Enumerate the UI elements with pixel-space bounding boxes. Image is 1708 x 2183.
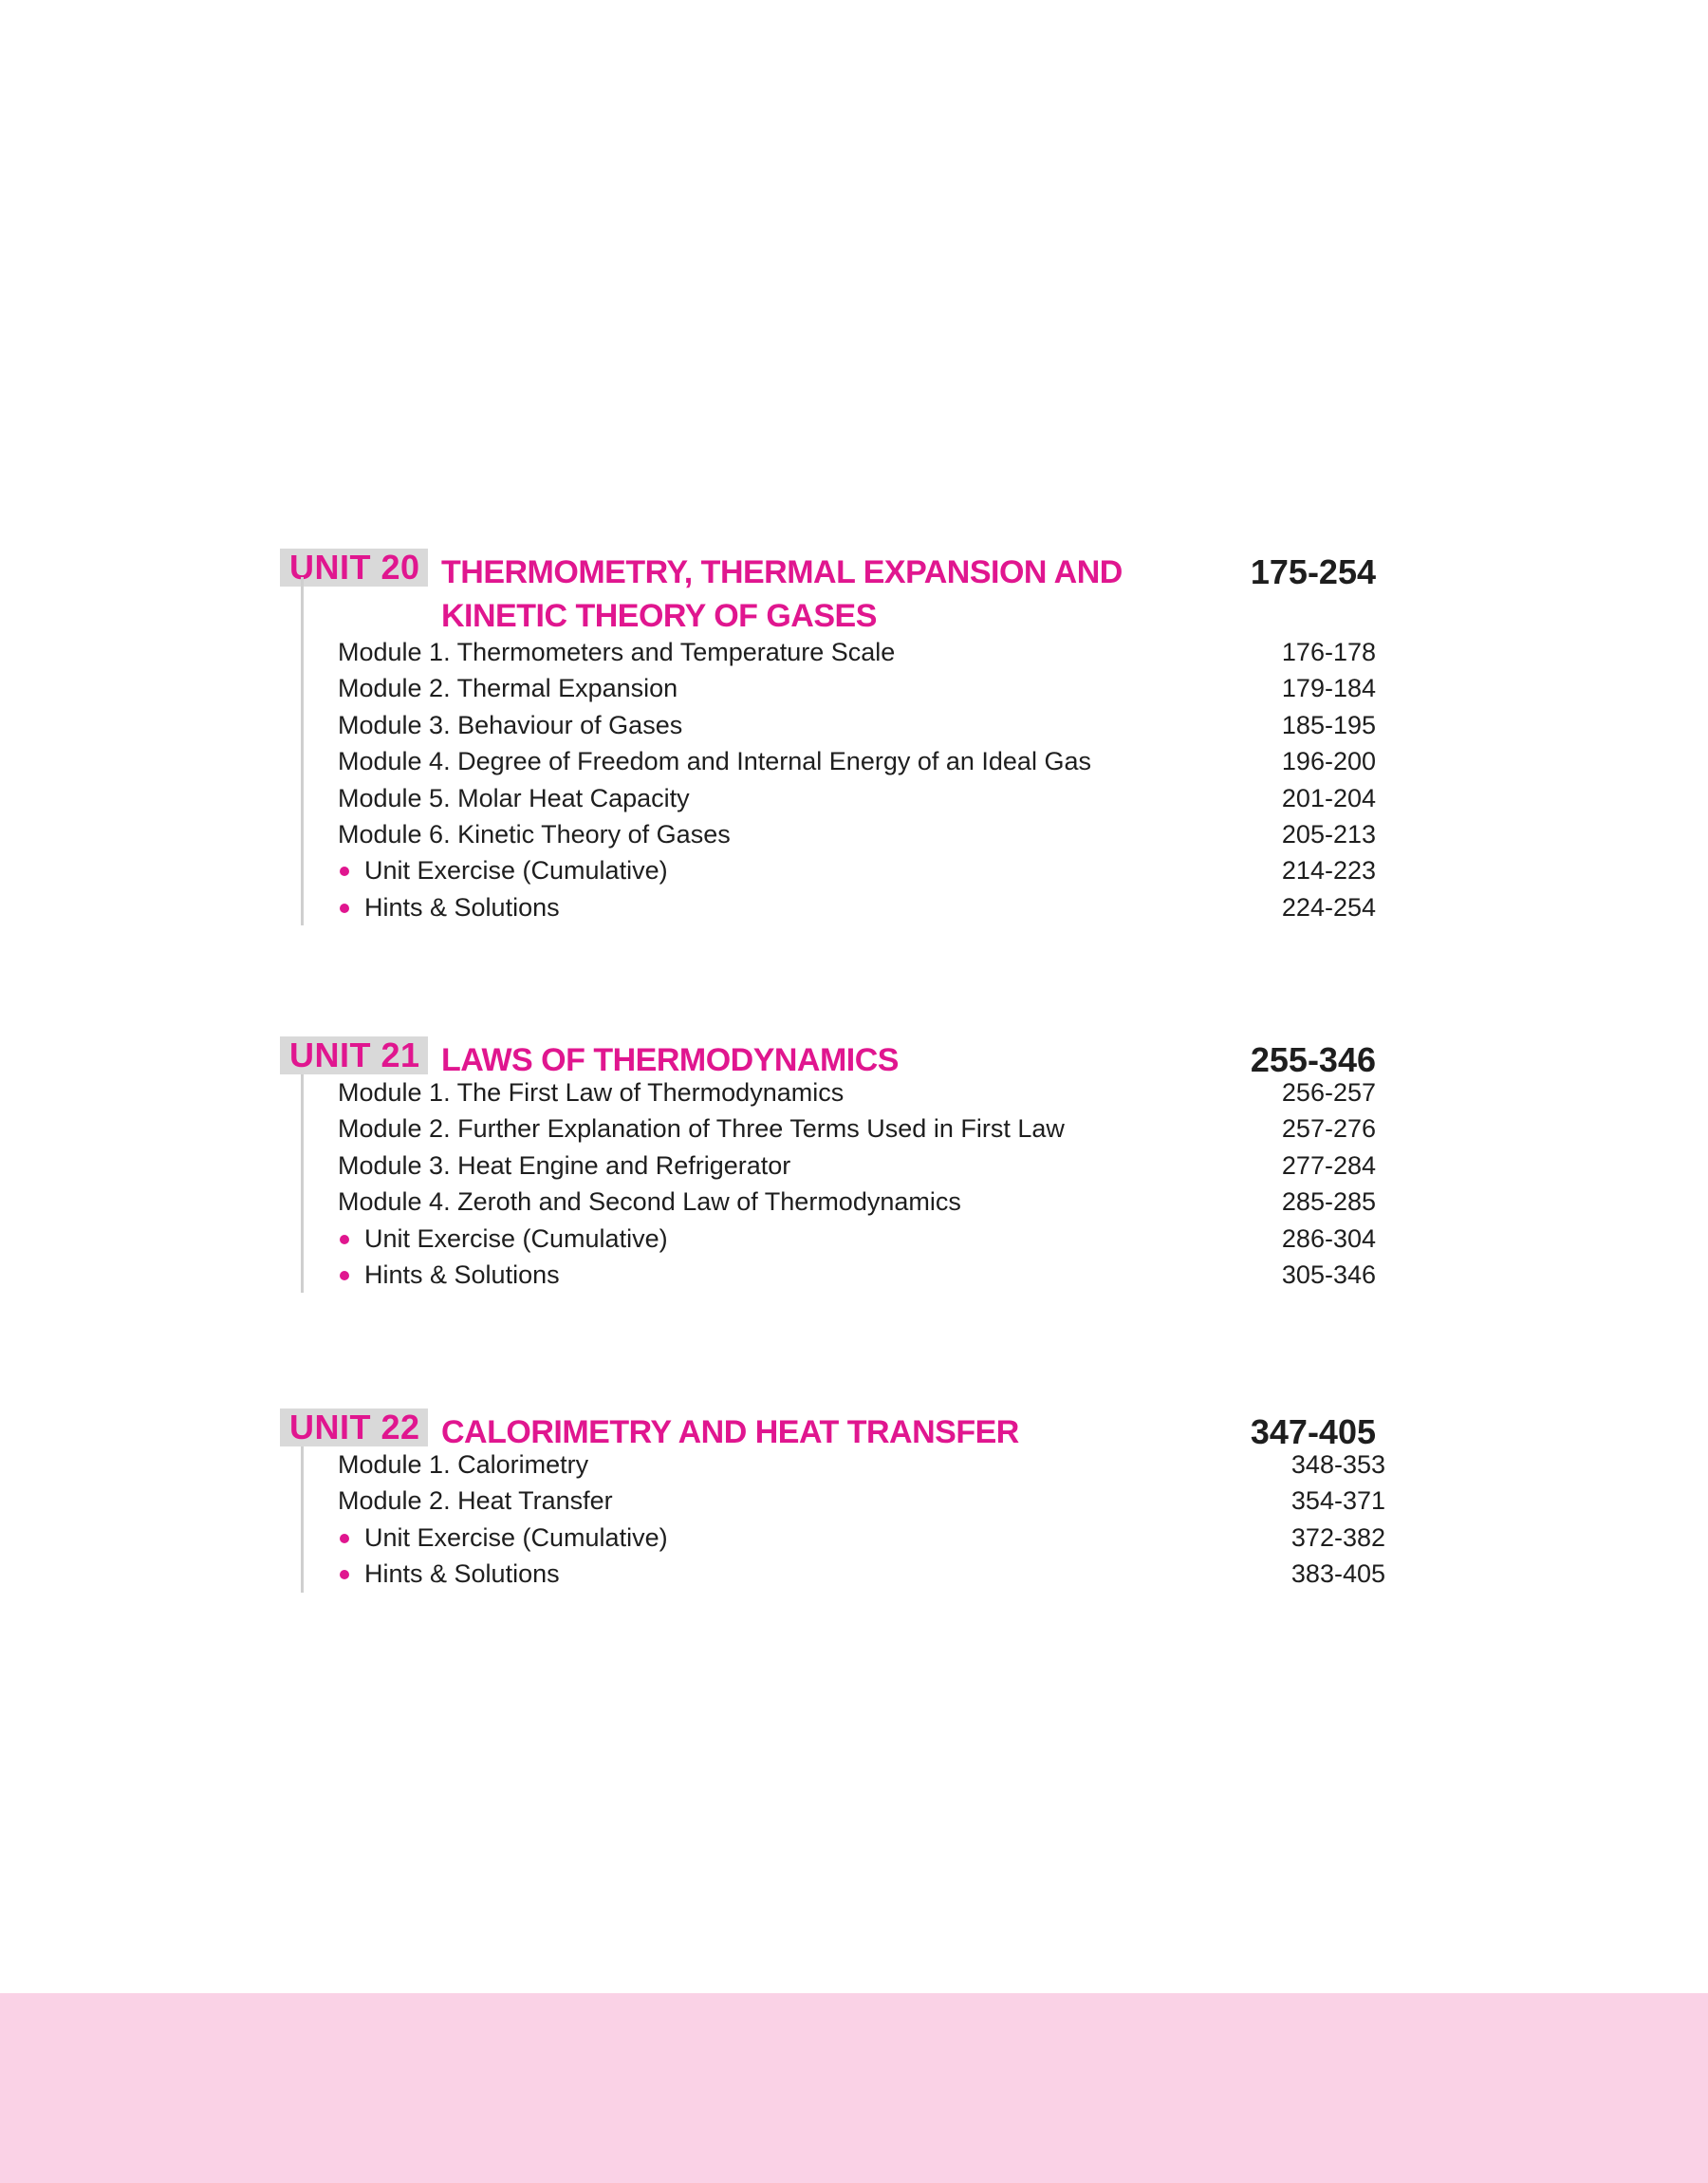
solutions-row[interactable] bbox=[304, 889, 1390, 925]
module-title: Module 3. Heat Engine and Refrigerator bbox=[338, 1150, 791, 1180]
solutions-pages: 305-346 bbox=[1281, 1259, 1376, 1289]
exercise-title: Unit Exercise (Cumulative) bbox=[364, 856, 668, 886]
module-pages: 179-184 bbox=[1281, 674, 1376, 703]
module-pages: 348-353 bbox=[1290, 1450, 1385, 1479]
unit-header bbox=[280, 1036, 1390, 1079]
exercise-title: Unit Exercise (Cumulative) bbox=[364, 1223, 668, 1253]
module-row[interactable] bbox=[304, 1147, 1390, 1184]
solutions-title: Hints & Solutions bbox=[364, 1559, 560, 1589]
unit-21-section bbox=[280, 1036, 1390, 1293]
module-pages: 285-285 bbox=[1281, 1187, 1376, 1217]
solutions-row[interactable] bbox=[304, 1257, 1390, 1293]
unit-number: UNIT 20 bbox=[289, 548, 420, 587]
module-title: Module 4. Degree of Freedom and Internal Energy of an Ideal Gas bbox=[338, 747, 1091, 776]
module-title: Module 6. Kinetic Theory of Gases bbox=[338, 819, 731, 849]
module-pages: 354-371 bbox=[1290, 1486, 1385, 1516]
module-pages: 205-213 bbox=[1281, 819, 1376, 849]
unit-header bbox=[280, 1408, 1390, 1451]
module-pages: 185-195 bbox=[1281, 710, 1376, 739]
module-row[interactable] bbox=[304, 1446, 1390, 1483]
bullet-icon bbox=[340, 867, 349, 876]
unit-entry-list bbox=[301, 577, 1390, 925]
module-row[interactable] bbox=[304, 816, 1390, 852]
module-pages: 196-200 bbox=[1281, 747, 1376, 776]
module-row[interactable] bbox=[304, 1184, 1390, 1220]
solutions-row[interactable] bbox=[304, 1556, 1390, 1592]
module-title: Module 4. Zeroth and Second Law of Thermodynamics bbox=[338, 1187, 961, 1217]
unit-entry-list bbox=[301, 1074, 1390, 1293]
bullet-icon bbox=[340, 1235, 349, 1244]
module-title: Module 1. Calorimetry bbox=[338, 1450, 589, 1479]
unit-page-range: 175-254 bbox=[1250, 552, 1376, 591]
exercise-pages: 372-382 bbox=[1290, 1522, 1385, 1552]
unit-number: UNIT 21 bbox=[289, 1036, 420, 1074]
module-row[interactable] bbox=[304, 707, 1390, 743]
unit-page-range: 255-346 bbox=[1250, 1040, 1376, 1079]
module-row[interactable] bbox=[304, 634, 1390, 670]
module-row[interactable] bbox=[304, 1483, 1390, 1519]
module-title: Module 2. Further Explanation of Three Terms Used in First Law bbox=[338, 1114, 1065, 1144]
unit-22-section bbox=[280, 1409, 1390, 1593]
solutions-title: Hints & Solutions bbox=[364, 892, 560, 922]
module-pages: 277-284 bbox=[1281, 1150, 1376, 1180]
unit-entry-list bbox=[301, 1446, 1390, 1593]
exercise-row[interactable] bbox=[304, 1221, 1390, 1257]
module-title: Module 1. Thermometers and Temperature Scale bbox=[338, 638, 896, 666]
module-title: Module 1. The First Law of Thermodynamics bbox=[338, 1078, 845, 1107]
unit-title: CALORIMETRY AND HEAT TRANSFER bbox=[441, 1414, 1019, 1450]
module-row[interactable] bbox=[304, 780, 1390, 816]
module-row[interactable] bbox=[304, 670, 1390, 706]
module-pages: 201-204 bbox=[1281, 783, 1376, 812]
bullet-icon bbox=[340, 1570, 349, 1579]
exercise-pages: 286-304 bbox=[1281, 1223, 1376, 1253]
module-title: Module 3. Behaviour of Gases bbox=[338, 710, 683, 739]
unit-page-range: 347-405 bbox=[1250, 1412, 1376, 1451]
solutions-pages: 383-405 bbox=[1290, 1559, 1385, 1589]
unit-title: LAWS OF THERMODYNAMICS bbox=[441, 1042, 899, 1078]
module-pages: 256-257 bbox=[1281, 1078, 1376, 1107]
exercise-row[interactable] bbox=[304, 1520, 1390, 1556]
module-title: Module 2. Thermal Expansion bbox=[338, 674, 678, 703]
module-pages: 257-276 bbox=[1281, 1114, 1376, 1144]
bullet-icon bbox=[340, 904, 349, 913]
bullet-icon bbox=[340, 1271, 349, 1280]
module-pages: 176-178 bbox=[1281, 638, 1376, 666]
footer-band bbox=[0, 1993, 1708, 2183]
solutions-title: Hints & Solutions bbox=[364, 1259, 560, 1289]
module-row[interactable] bbox=[304, 743, 1390, 779]
bullet-icon bbox=[340, 1534, 349, 1543]
exercise-pages: 214-223 bbox=[1281, 856, 1376, 886]
module-row[interactable] bbox=[304, 1110, 1390, 1147]
unit-number: UNIT 22 bbox=[289, 1408, 420, 1446]
unit-20-section bbox=[280, 549, 1390, 925]
module-row[interactable] bbox=[304, 1074, 1390, 1110]
unit-title: THERMOMETRY, THERMAL EXPANSION AND KINETIC THEORY OF GASES bbox=[441, 554, 1123, 634]
exercise-row[interactable] bbox=[304, 852, 1390, 888]
solutions-pages: 224-254 bbox=[1281, 892, 1376, 922]
exercise-title: Unit Exercise (Cumulative) bbox=[364, 1522, 668, 1552]
module-title: Module 5. Molar Heat Capacity bbox=[338, 783, 690, 812]
module-title: Module 2. Heat Transfer bbox=[338, 1486, 613, 1516]
